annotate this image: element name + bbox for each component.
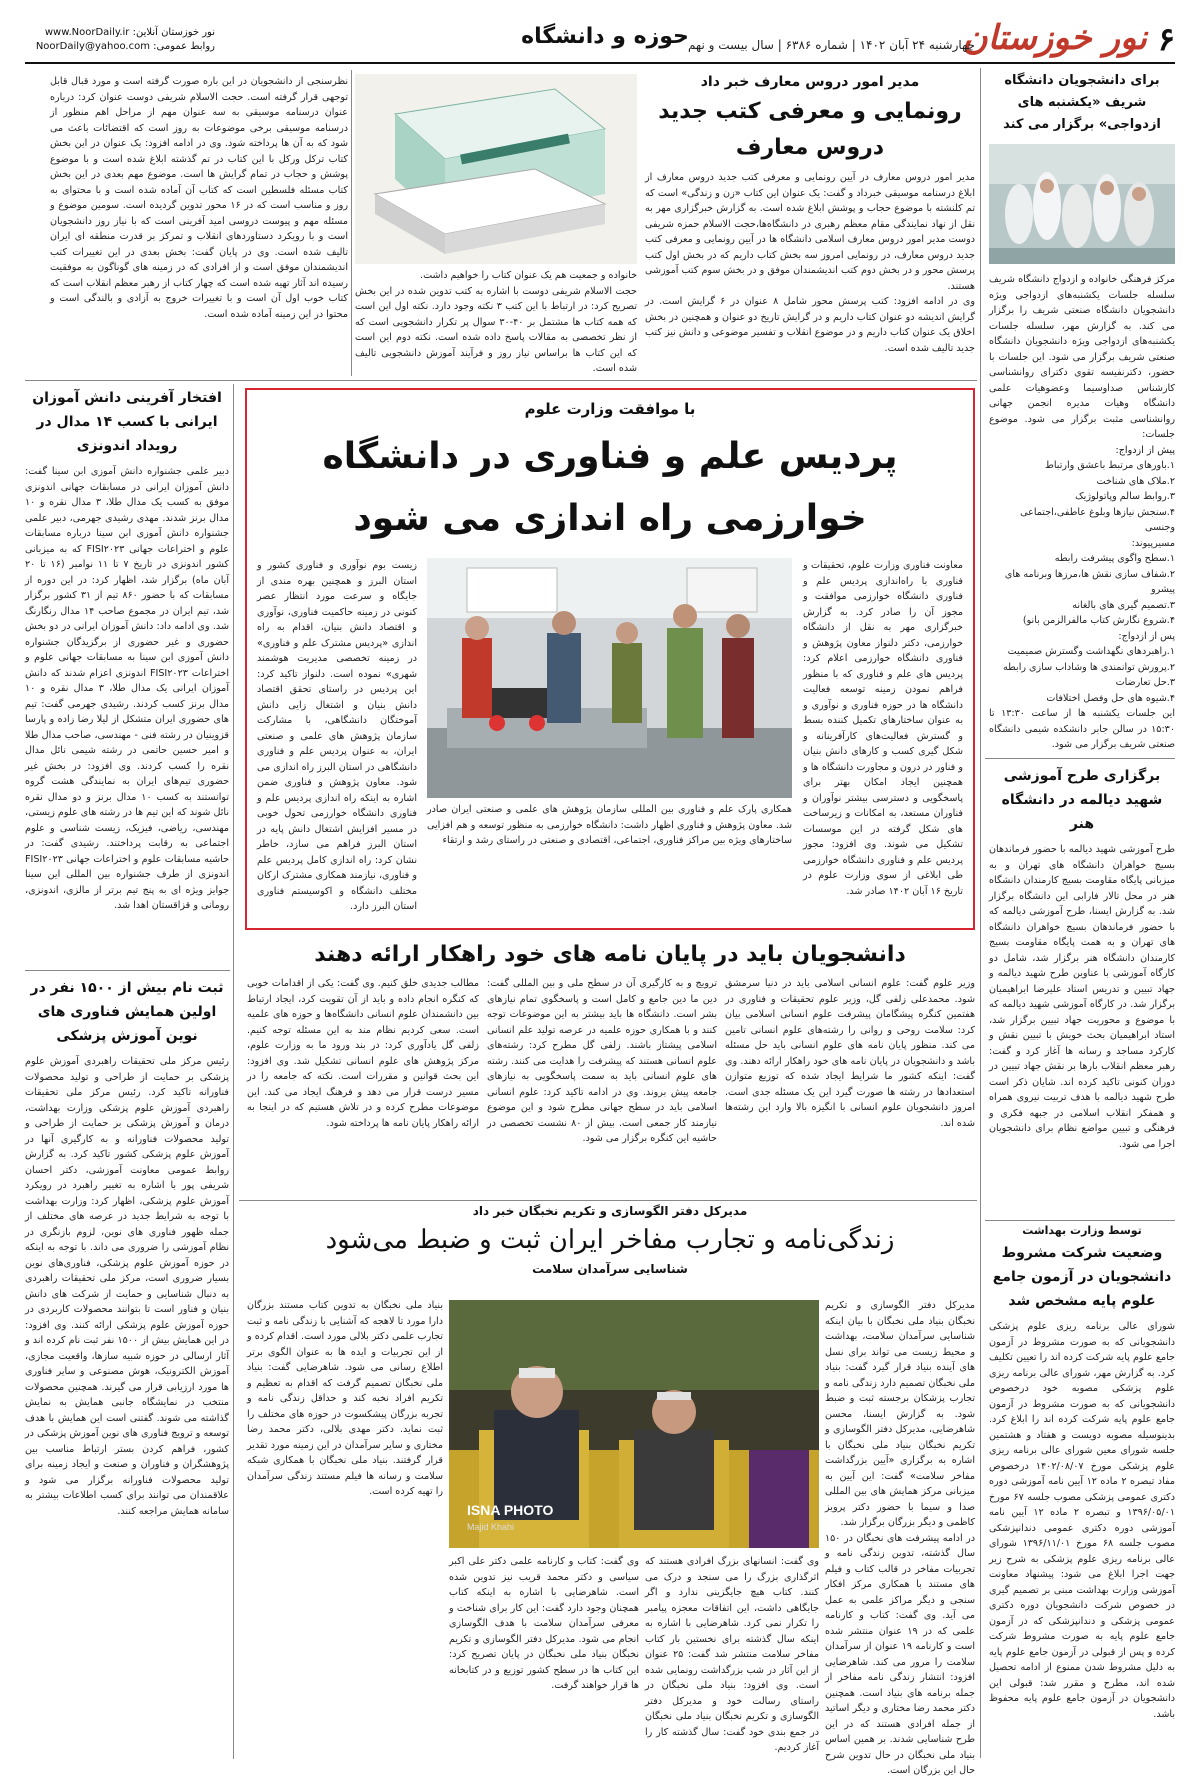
site-info: [25, 26, 215, 54]
page-number: ۶: [1157, 20, 1175, 58]
story-divider: [239, 1200, 977, 1201]
list-title: پیش از ازدواج:: [1115, 444, 1175, 456]
story-divider: [25, 970, 230, 971]
featured-col-right: [803, 558, 963, 918]
article-body: خانواده و جمعیت هم یک عنوان کتاب را خواهیم داشت.: [420, 270, 637, 281]
article-thesis-headline: [245, 938, 975, 972]
article-body: حجت الاسلام شریفی دوست با اشاره به کتب تدوین شده در این بخش تصریح کرد: در ارتباط با این کتب ۳ نکته وجود دارد. نکته اول این است که همه کتاب ها مشتمل بر ۴۰-۳۰ سوال پر تکرار دانشجویی است که از نظر تخصصی به مقالات پاسخ داده شده است. نکته دوم این است که این کتاب ها براساس نیاز روز و فرآیند آموزش دانشجویی تالیف شده است.: [355, 285, 637, 374]
article-thesis-col2: [487, 976, 717, 1196]
article-dialameh: [989, 764, 1175, 1214]
article-body: ترویج و به کارگیری آن در سطح ملی و بین المللی گفت: دین ما دین جامع و کامل است و پاسخگوی تمام نیازهای بشر است. دانشگاه ها باید بیشتر به این موضوعات توجه کنند و با همکاری حوزه علمیه در عرصه تولید علم انسانی اسلامی پیشتاز باشند. زلفی گل مطرح کرد: رشته‌های علوم انسانی هستند که پیشرفت را هدایت می کنند. رشته های علوم انسانی باید به سمت پاسخگویی به نیازهای جامعه پیش بروند. وی در ادامه تاکید کرد: علوم انسانی اسلامی باید در سطح جهانی مطرح شود و این موضوع نیازمند کار جمعی است. بیش از ۸۰ نشست تخصصی در حاشیه این کنگره برگزار می شود.: [487, 978, 717, 1144]
article-body: وی گفت: انسانهای بزرگ افرادی هستند که اثرگذاری بزرگ را می سنجد و درک می کنند. کتاب هیچ جایگزینی ندارد و اگر جایگاهی داشت، این اتفاقات معجزه پیامبر را تکرار نمی کرد. شاهرضایی با اشاره به اینکه سال گذشته برای نخستین بار کتاب مفاخر سلامت منتشر شد گفت: ۲۵ عنوان از این آثار در شب بزرگداشت رونمایی شده است. وی افزود: بنیاد ملی نخبگان در راستای رسالت خود و مدیرکل دفتر الگوسازی و تکریم نخبگان بنیاد ملی نخبگان در جمع بندی خود گفت: سال گذشته کار را آغاز کردیم.: [645, 1556, 820, 1753]
topic-list-item: ۳.روابط سالم وپاتولوژیک: [1075, 491, 1175, 502]
article-elites-col4: [449, 1554, 639, 1758]
story-divider: [985, 758, 1175, 759]
topic-list-item: ۴.سنجش نیازها وبلوغ عاطفی،اجتماعی وجنسی: [1020, 506, 1175, 533]
article-closing: این جلسات یکشنبه ها از ساعت ۱۳:۳۰ تا ۱۵:۳۰ در سالن جابر دانشکده شیمی دانشگاه صنعتی شریف برگزار می شود.: [989, 708, 1175, 750]
featured-title: پردیس علم و فناوری در دانشگاه خوارزمی راه اندازی می شود: [322, 436, 898, 539]
article-body: مطالب جدیدی خلق کنیم. وی گفت: یکی از اقدامات خوبی که کنگره انجام داده و باید از آن تقویت کرد، ایجاد ارتباط بین دانشمندان علوم انسانی دانشگاه‌ها و حوزه های علمیه است. سعی کردیم نظام مند به این مسئله توجه کنیم. زلفی گل یادآوری کرد: در بند ورود ما به وزارت علوم، مرکز پژوهش های علوم انسانی تشکیل شد. وی افزود: این بحث قوانین و مقررات است. نکته که جامعه را در مسیر درست قرار می دهد و فرهنگ ایجاد می کند. این موضوعات مطرح کرده و در تلاش هستیم که در اینجا به ارائه راهکار پایان نامه ها پرداخته شود.: [247, 978, 479, 1129]
issue-date-line: چهارشنبه ۲۴ آبان ۱۴۰۲ | شماره ۶۳۸۶ | سال بیست و نهم: [687, 38, 975, 52]
column-rule: [233, 384, 234, 1759]
photo-agency-label: ISNA PHOTO: [467, 1502, 554, 1518]
elites-photo: [449, 1300, 819, 1548]
newspaper-logo: نور خوزستان: [962, 18, 1147, 58]
article-elites-header: [245, 1204, 975, 1294]
article-elites-col3: [247, 1298, 443, 1758]
topic-list-item: مسیرپیوند:: [1131, 537, 1175, 549]
article-body: دبیر علمی جشنواره دانش آموزی ابن سینا گفت: دانش آموزان ایرانی در مسابقات جهانی اندونزی موفق به کسب یک مدال طلا، ۳ مدال نقره و ۱۰ مدال برنز شدند. مهدی رشیدی جهرمی، دبیر علمی جشنواره دانش آموزی ابن سینا درباره مسابقات علوم و اختراعات جهانی FISI۲۰۲۳ که به میزبانی کشور اندونزی در تاریخ ۷ تا ۱۱ نوامبر (۱۶ تا ۲۰ آبان ماه) برگزار شد، اظهار کرد: در این دوره از مسابقات که با حضور ۸۶۰ تیم از ۳۱ کشور برگزار شد، تیم ایران در مجموع صاحب ۱۴ مدال رنگارنگ شد. وی ادامه داد: دانش آموزان ایرانی در دو بخش حضوری و غیر حضوری از برگزیدگان جشنواره دانش آموزی ابن سینا به مسابقات جهانی علوم و اختراعات FISI۲۰۲۳ اندونزی اعزام شدند که دانش آموزان ایرانی یک مدال طلا، ۳ مدال نقره و ۱۰ مدال برنز کسب کردند. رشیدی جهرمی گفت: تیم های حضوری ایران متشکل از لیلا رضا زاده و پارسا قزوینیان در رشته فنی - مهندسی، صاحب مدال طلا و امیر حسین حاتمی در رشته شیمی نائل مدال نقره را کسب کردند. وی افزود: در بخش غیر حضوری تیم‌های ایران به نمایندگی هشت گروه توانستند به کسب ۱۰ مدال برنز و دو مدال نقره نائل شوند که این تیم ها در رشته های علوم زیستی، مهندسی، ریاضی، فیزیک، زیست شناسی و علوم اجتماعی به رقابت پرداختند. رشیدی گفت: در حاشیه مسابقات علوم و اختراعات جهانی FISI۲۰۲۳ اندونزی از طرف جشنواره بین المللی این سینا جوایز ویژه ای به پنج تیم برتر از مالزی، اندونزی، رومانی و قزاقستان اهدا شد.: [25, 466, 230, 911]
article-body: وزیر علوم گفت: علوم انسانی اسلامی باید در دنیا سرمشق شود. محمدعلی زلفی گل، وزیر علوم تحقیقات و فناوری در هفتمین کنگره پیشگامان پیشرفت علوم انسانی اسلامی بیان کرد: سلامت روحی و روانی را رشته‌های علوم انسانی تامین می کند. منظور پایان نامه های علوم انسانی باید حل مسئله باشد و دانشجویان در پایان نامه های خود راهکار ارائه دهند. وی گفت: اینکه کشور ما شرایط ایجاد شده که توزیع متوازن استعدادها در رشته ها صورت گیرد این یک مسئله جدی است. امروز دانشجویان علوم انسانی با انگیزه بالا وارد این رشته‌ها شده اند.: [725, 978, 975, 1129]
article-body: مدیر امور دروس معارف در آیین رونمایی و معرفی کتب جدید دروس معارف از ابلاغ درسنامه موسیقی خبرداد و گفت: یک عنوان این کتاب «زن و زندگی» است که تم کلنشته با موضوع حجاب و پوشش ابلاغ شده است. به گزارش خبرگزاری مهر به نقل از نهاد نمایندگی مقام معظم رهبری در دانشگاه‌ها،حجت الاسلام حمزه شریفی دوست مدیر امور دروس معارف اسلامی دانشگاه ها در آیین رونمایی و معرفی کتب جدید دروس معارف، در رونمایی امروز سه بخش کتاب داریم که در بخش اول کتب پرسش محور و در بخش دوم کتب اندیشمندان موفق و در بخش سوم کتب آموزشی هستند.: [645, 172, 975, 292]
books-graphic: [355, 74, 637, 264]
article-elites-col1: [825, 1298, 975, 1776]
article-title: دانشجویان باید در پایان نامه های خود راهکار ارائه دهند: [314, 942, 906, 967]
article-elites-col2: [645, 1554, 819, 1758]
article-title: افتخار آفرینی دانش آموزان ایرانی با کسب ۱۴ مدال در رویداد اندونزی: [32, 390, 222, 454]
topic-list-item: ۱.سطح واگوی پیشرفت رابطه: [1054, 553, 1175, 564]
column-rule: [351, 70, 352, 376]
masthead: [25, 18, 1175, 64]
article-title: ثبت نام بیش از ۱۵۰۰ نفر در اولین همایش فناوری های نوین آموزش پزشکی: [30, 980, 224, 1044]
article-body: رئیس مرکز ملی تحقیقات راهبردی آموزش علوم پزشکی بر حمایت از طراحی و تولید محصولات فناورانه تاکید کرد. رئیس مرکز ملی تحقیقات راهبردی آموزش علوم پزشکی وزارت بهداشت، درمان و آموزش پزشکی بر حمایت از طراحی و تولید محصولات فناورانه و به کارگیری آنها در آموزش علوم پزشکی کشور تاکید کرد. به گزارش روابط عمومی معاونت آموزشی، دکتر احسان شریفی پور با اشاره به تغییر راهبرد در رویکرد آموزش علوم پزشکی، اظهار کرد: وزارت بهداشت با توجه به شرایط جدید در عرصه های مختلف از جمله ظهور فناوری های نوین، لزوم بازنگری در نظام آموزشی را ضروری می داند. با توجه به اینکه در حوزه آموزش علوم پزشکی، فناوری‌های نوین بسیار ضروری است، مرکز ملی تحقیقات راهبردی به دنبال شناسایی و حمایت از شرکت های دانش بنیان و فناور است تا بتوانند محصولات کاربردی در حوزه آموزش علوم پزشکی ارائه کنند. وی افزود: در این همایش بیش از ۱۵۰۰ نفر ثبت نام کرده اند و آثار ارسالی در حوزه شبیه سازها، واقعیت مجازی، آموزش الکترونیک، هوش مصنوعی و سایر فناوری ها مورد ارزیابی قرار می گیرند. همچنین محصولات منتخب در نمایشگاه جانبی همایش به نمایش گذاشته می شوند. گفتنی است این همایش با هدف توسعه و ترویج فناوری های نوین آموزش پزشکی در کشور، فراهم کردن بستر ارتباط مناسب بین پژوهشگران و فناوران و صنعت و ایجاد زمینه برای تولید محصولات فناورانه برگزار می شود و علاقمندان می توانند برای کسب اطلاعات بیشتر به سامانه همایش مراجعه کنند.: [25, 1056, 229, 1517]
story-divider: [25, 380, 977, 381]
article-indonesia-medals: [25, 386, 229, 966]
site-line-1: نور خوزستان آنلاین: www.NoorDaily.ir: [44, 27, 215, 38]
article-body: وی گفت: کتاب و کارنامه علمی دکتر علی اکبر سیاسی و دکتر محمد قریب نیز تدوین شده است. شاهرضایی با اشاره به اینکه کتاب همچنان وجود دارد گفت: این کار برای شناخت و معرفی سرآمدان سلامت با هدف الگوسازی انجام می شود. مدیرکل دفتر الگوسازی و تکریم نخبگان بنیاد ملی نخبگان در پایان تصریح کرد: این کتاب ها در سطح کشور توزیع و در کتابخانه ها قرار خواهند گرفت.: [449, 1556, 639, 1691]
photo-students-graphic: [989, 144, 1175, 264]
article-title: برگزاری طرح آموزشی شهید دیالمه در دانشگاه هنر: [1001, 768, 1163, 832]
article-body: مدیرکل دفتر الگوسازی و تکریم نخبگان بنیاد ملی نخبگان با بیان اینکه شناسایی سرآمدان سلامت، بهداشت و محیط زیست می تواند برای نسل های آینده بنیاد قرار گیرد گفت: بنیاد ملی نخبگان تصمیم دارد زندگی نامه و تجارب پزشکان برجسته ثبت و ضبط شود. به گزارش ایسنا، محسن شاهرضایی، مدیرکل دفتر الگوسازی و تکریم نخبگان بنیاد ملی نخبگان با اشاره به برگزاری «آیین بزرگداشت مفاخر سلامت» گفت: این آیین به میزبانی مرکز همایش های بین المللی صدا و سیما با حضور دکتر پرویز کاظمی و دیگر بزرگان برگزار شد.: [825, 1300, 975, 1528]
article-kicker: توسط وزارت بهداشت: [1022, 1224, 1142, 1237]
article-maaref-left: [50, 74, 348, 374]
story-divider: [985, 1220, 1175, 1221]
site-line-2: روابط عمومی: NoorDaily@yahoo.com: [35, 41, 215, 52]
article-thesis-col3: [247, 976, 479, 1196]
topic-list-item: ۲.پرورش توانمندی ها وشاداب سازی رابطه: [1003, 661, 1175, 673]
topic-list-item: ۲.ملاک های شناخت: [1096, 475, 1175, 487]
article-kicker: مدیر امور دروس معارف خبر داد: [700, 74, 920, 90]
article-body: مرکز فرهنگی خانواده و ازدواج دانشگاه شریف سلسله جلسات یکشنبه‌های ازدواجی ویژه دانشجویان دانشگاه صنعتی شریف را برگزار می کند. به گزارش مهر، سلسله جلسات یکشنبه‌های ازدواجی ویژه دانشجویان دانشگاه صنعتی شریف برگزار می شود. این جلسات با حضور، دکترنفیسه تقوی دکترای روانشناسی کارشناس صداوسیما وعضوهیات علمی دانشگاه وهیات مدیره انجمن جهانی روانشناسی مثبت برگزار می شود. موضوع جلسات:: [989, 274, 1175, 440]
article-body: شورای عالی برنامه ریزی علوم پزشکی دانشجویانی که به صورت مشروط در آزمون جامع علوم پایه شرکت کرده اند را تعیین تکلیف کرد. به گزارش مهر، شورای عالی برنامه ریزی علوم پزشکی مصوبه خود درخصوص دانشجویانی که به صورت مشروط در آزمون جامع علوم پایه شرکت کرده اند را ابلاغ کرد. بدینوسیله مصوبه دویست و هفتاد و هشتمین جلسه شورای معین شورای عالی برنامه ریزی علوم پزشکی مورخ ۱۴۰۲/۰۸/۰۷ درخصوص مفاد تبصره ۲ ماده ۱۲ آیین نامه آموزشی دوره دکتری عمومی پزشکی مصوب جلسه ۶۷ مورخ ۱۳۹۶/۰۵/۰۱ و تبصره ۲ ماده ۱۲ آیین نامه آموزشی دوره دکتری عمومی دندانپزشکی مصوب جلسه ۶۸ مورخ ۱۳۹۶/۱۱/۰۱ شورای عالی برنامه ریزی علوم پزشکی به شرح زیر جهت اجرا ابلاغ می شود: پیشنهاد معاونت آموزشی وزارت بهداشت مبنی بر تصمیم گیری در خصوص شرکت دانشجویان دوره دکتری عمومی پزشکی و دندانپزشکی که در آزمون جامع علوم پایه به صورت مشروط شرکت کرده و پس از قبولی در آزمون جامع علوم پایه به دلیل مشروط شدن ممنوع از ادامه تحصیل شده اند، مطرح و مقرر شد: قبولی این دانشجویان در آزمون جامع علوم پایه محفوظ باشد.: [989, 1321, 1175, 1720]
featured-body: زیست بوم نوآوری و فناوری کشور و استان البرز و همچنین بهره مندی از جایگاه و سرعت مورد انتظار عصر کنونی در زمینه حاکمیت فناوری، نوآوری و اقتصاد دانش بنیان، اقدام به راه اندازی «پردیس مشترک علم و فناوری» در زمینه تخصصی مدیریت هوشمند شهری» نموده است. دلنواز تاکید کرد: این پردیس در راستای تحقق اقتصاد دانش بنیان و اشتغال زایی دانش آموختگان دانشگاهی، با مشارکت سازمان پژوهش های علمی و صنعتی ایران، به عنوان پردیس علم و فناوری دانشگاهی در استان البرز راه اندازی می شود. معاون پژوهش و فناوری ضمن اشاره به اینکه راه اندازی پردیس علم و فناوری دانشگاه خوارزمی تحول خوبی در مسیر افزایش اشتغال دانش پایه در استان البرز فراهم می سازد، خاطر نشان کرد: راه اندازی کامل پردیس علم و فناوری، نیازمند همکاری مشترک ارکان مختلف دانشگاه و اکوسیستم فناوری استان البرز دارد.: [257, 560, 417, 912]
featured-box: [245, 388, 975, 930]
article-sharif-marriage: [989, 70, 1175, 760]
topic-list-item: ۴.شیوه های حل وفصل اختلافات: [1046, 692, 1175, 704]
article-kicker: مدیرکل دفتر الگوسازی و تکریم نخبگان خبر داد: [472, 1204, 748, 1218]
topic-list-item: ۱.باورهای مرتبط باعشق وارتباط: [1045, 460, 1175, 471]
article-subkicker: شناسایی سرآمدان سلامت: [532, 1262, 688, 1276]
topic-list-item: ۳.تصمیم گیری های بالغانه: [1072, 599, 1175, 611]
section-title: حوزه و دانشگاه: [521, 24, 689, 49]
article-exam-status: [989, 1224, 1175, 1759]
featured-caption: [427, 802, 792, 922]
article-maaref-books: [645, 74, 975, 374]
topic-list-item: ۱.راهبردهای نگهداشت وگسترش صمیمیت: [1007, 646, 1175, 657]
topic-list-item: ۳.حل تعارضات: [1115, 677, 1175, 688]
featured-photo: [427, 558, 792, 798]
featured-caption-text: همکاری پارک علم و فناوری بین المللی سازمان پژوهش های علمی و صنعتی ایران صادر شد. معاون پژوهش و فناوری اظهار داشت: دانشگاه خوارزمی به منظور توسعه و هم افزایی ساختارهای ویژه بین مراکز فناوری، اجتماعی، اقتصادی و صنعتی در راستای رشد و ارتقاء: [427, 804, 792, 846]
article-body: بنیاد ملی نخبگان به تدوین کتاب مستند بزرگان دارا مورد تا لاهجه که آشنایی با زندگی نامه و ثبت تجارب علمی دکتر بلالی مورد است. اقدام کرده و از این تجربیات و ایده ها به عنوان الگوی برتر اطلاع رسانی می شود. شاهرضایی گفت: بنیاد ملی نخبگان تصمیم گرفت که اقدام به تعظیم و تکریم افراد نخبه کند و حداقل زندگی نامه و تجربه بزرگان پیشکسوت در حوزه های مختلف را ثبت نماید. دکتر مهدی بلالی، دکتر محمد رضا مختاری و سایر سرآمدان در این زمینه مورد تقدیر قرار گرفتند. بنیاد ملی نخبگان با همکاری شبکه سلامت و رسانه ها فیلم مستند زندگی سرآمدان را تهیه کرده است.: [247, 1300, 443, 1497]
article-title: رونمایی و معرفی کتب جدید دروس معارف: [658, 99, 962, 160]
article-medical-tech: [25, 976, 229, 1759]
article-maaref-continued: [355, 268, 637, 376]
column-rule: [980, 68, 981, 1758]
photo-credit: Majid Khahi: [467, 1522, 515, 1532]
topic-list-item: پس از ازدواج:: [1118, 630, 1175, 642]
article-thesis-col1: [725, 976, 975, 1196]
featured-kicker: با موافقت وزارت علوم: [524, 400, 696, 418]
article-body: نظرسنجی از دانشجویان در این باره صورت گرفته است و مورد قبال قابل توجهی قرار گرفته است. حجت الاسلام شریفی دوست عنوان کرد: درباره عنوان درسنامه موسیقی به سه عنوان مهم از مراحل اهم منظور از درسنامه موسیقی برخی موضوعات به روز است که اقتضائات باعث می شود که به آن ها پرداخته شود. وی در ادامه افزود: یک عنوان در این بخش کتاب ترکل ورکل با این کتاب در تم گذشته ابلاغ شده است و با موضوع پوشش و حجاب در تمام گرایش ها است. موضوع مهم بعدی در این بخش کتاب مسئله فلسطین است که کتاب آن آماده شده است و با محتوای به روز و مناسب است که در ۱۶ محور تدوین گردیده است. سومین موضوع و مسئله مهم و پیوست دروسی امید آفرینی است که با نیاز روز دانشجویان است و با رویکرد دستاوردهای انقلاب و تمرکز بر قدرت منطقه ای ایران تالیف شده است. وی در پایان گفت: بخش بعدی در این تغییرات کتب اندیشمندان موفق است و از افرادی که در زمینه های گوناگون به موفقیت رسیده اند آثار تهیه شده است که چهار کتاب از رهبر معظم انقلاب است که کتاب خوب اول آن است و با تغییرات خروج به آزادی و بالندگی است و محتوا در این زمینه آماده شده است.: [50, 76, 348, 320]
article-title: برای دانشجویان دانشگاه شریف «یکشنبه های ازدواجی» برگزار می کند: [1003, 73, 1161, 132]
article-body-continued: وی در ادامه افزود: کتب پرسش محور شامل ۸ عنوان در ۶ گرایش است. در گرایش اندیشه دو عنوان کتاب داریم و در گرایش تاریخ دو عنوان و همچنین در بخش اخلاق یک عنوان کتاب داریم و در موضوع انقلاب و تفسیر موضوعی و دانش نیز کتب جدید تالیف شده است.: [645, 296, 976, 354]
featured-body: معاونت فناوری وزارت علوم، تحقیقات و فناوری با راه‌اندازی پردیس علم و فناوری دانشگاه خوارزمی موافقت و مجوز آن را صادر کرد. به گزارش خبرگزاری مهر به نقل از دانشگاه خوارزمی، دکتر دلنواز معاون پژوهش و فناوری دانشگاه خوارزمی اعلام کرد: پردیس های علم و فناوری که با منظور فراهم نمودن زمینه توسعه فعالیت دانشگاه ها در حوزه فناوری و نوآوری و به عنوان ساختارهای تکمیل کننده بسط و گسترش فعالیت‌های کارآفرینانه و شکل گیری کسب و کارهای دانش بنیان و فناور در درون و مجاورت دانشگاه ها و همچنین ایجاد امکان بهتر برای پاسخگویی و دسترسی بیشتر نوآوران و فناوران مستعد، به امکانات و زیرساخت های شکل گرفته در این موسسات تشکیل می شوند. وی افزود: مجوز پردیس علم و فناوری دانشگاه خوارزمی طی ابلاغی از سوی وزارت علوم در تاریخ ۱۶ آبان ۱۴۰۲ صادر شد.: [803, 560, 963, 897]
article-title: وضعیت شرکت مشروط دانشجویان در آزمون جامع علوم پایه مشخص شد: [992, 1245, 1172, 1309]
article-photo: [989, 144, 1175, 264]
books-photo: [355, 74, 637, 264]
article-body-hidden: در ادامه پیشرفت های نخبگان در ۱۵۰ سال گذشته، تدوین زندگی نامه و تجربیات مفاخر در قالب کتاب و فیلم های مستند با همکاری مرکز افکار سنجی و دیگر مراکز علمی به عمل می آید. وی گفت: کتاب و کارنامه علمی که در ۱۹ عنوان منتشر شده است و کارنامه ۱۹ عنوان از سرآمدان سلامت را مرور می کند. شاهرضایی افزود: انتشار زندگی نامه مفاخر از جمله برنامه های بنیاد است. همچنین دکتر محمد رضا مختاری و دیگر اساتید از جمله افرادی هستند که در این طرح شناسایی شدند. بر همین اساس بنیاد ملی نخبگان در حال تدوین شرح حال این بزرگان است.: [825, 1532, 975, 1776]
topic-list: [989, 458, 1175, 706]
topic-list-item: ۲.شفاف سازی نقش ها،مرزها وبرنامه های پیشرو: [1004, 568, 1175, 595]
featured-col-left: [257, 558, 417, 918]
topic-list-item: ۴.شروع نگارش کتاب مالفرالزمن بانو): [1022, 615, 1175, 626]
article-body: طرح آموزشی شهید دیالمه با حضور فرماندهان بسیج خواهران دانشگاه های تهران و به میزبانی پایگاه مقاومت بسیج کارمندان دانشگاه هنر در محل تالار فارابی این دانشگاه برگزار شد. به گزارش ایسنا، طرح آموزشی دیالمه که با حضور فرماندهان بسیج خواهران دانشگاه های تهران و به همت پایگاه مقاومت بسیج کارمندان دانشگاه هنر برگزار شد، شامل دو کارگاه آموزشی با عناوین طرح شهید دیالمه و جهاد تبیین و تدریس استاد علیرضا ابراهیمیان برگزار شد. در کارگاه آموزشی شهید دیالمه که با موضوع و محوریت جهاد تبیین برگزار شد، استاد ابراهیمیان بحث خویش با تبیین نقش و کارکرد مساجد و رسانه ها آغاز کرد و گفت: رهبر معظم انقلاب بارها بر نقش جهاد تبیین در دوران کنونی تاکید کرده اند. شایان ذکر است طرح شهید دیالمه با هدف تربیت نیروی همراه و همفکر انقلاب اسلامی در جبهه فکری و فرهنگی و تبیین مواضع نظام برای دانشجویان اجرا می شود.: [989, 844, 1175, 1150]
photo-students-robotics: [427, 558, 792, 798]
article-title: زندگی‌نامه و تجارب مفاخر ایران ثبت و ضبط می‌شود: [325, 1225, 895, 1255]
